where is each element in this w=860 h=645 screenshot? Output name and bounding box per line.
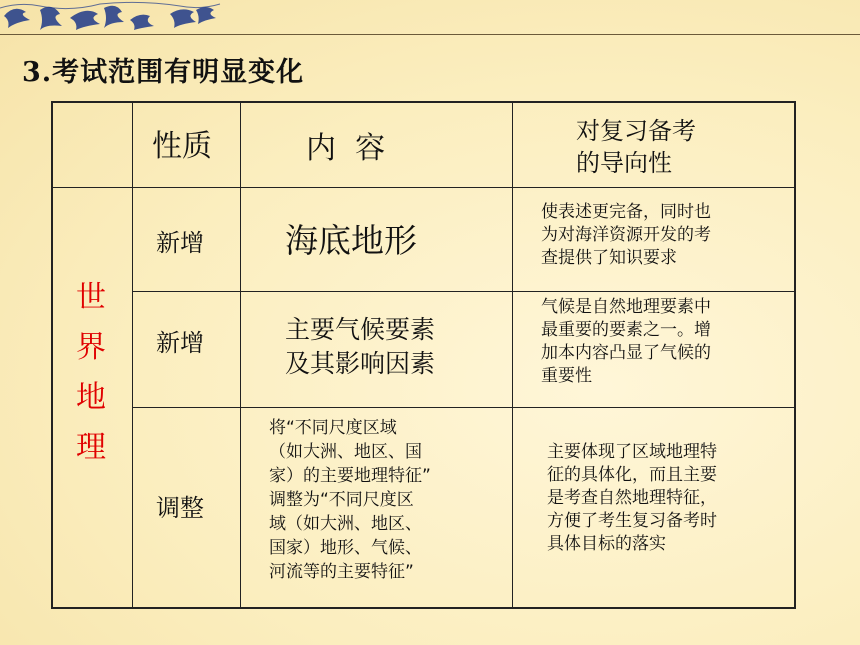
guidance-line: 方便了考生复习备考时	[547, 511, 717, 531]
header-guidance-line1: 对复习备考	[576, 117, 696, 145]
row2-content	[285, 313, 435, 381]
category-char: 世	[76, 280, 106, 315]
guidance-line: 征的具体化，而且主要	[547, 465, 717, 485]
page-title: 3.考试范围有明显变化	[22, 57, 305, 88]
content-line: 调整为“不同尺度区	[269, 490, 414, 510]
guidance-line: 最重要的要素之一。增	[541, 320, 711, 340]
row3-nature: 调整	[156, 494, 204, 522]
content-line: 家）的主要地理特征”	[269, 466, 431, 486]
header-content: 内 容	[306, 131, 386, 166]
guidance-line: 具体目标的落实	[547, 534, 666, 554]
row-divider	[53, 187, 794, 188]
content-line: 主要气候要素	[285, 315, 436, 344]
header-rule	[0, 34, 860, 35]
row3-guidance	[547, 441, 717, 556]
guidance-line: 是考查自然地理特征，	[547, 488, 717, 508]
guidance-line: 气候是自然地理要素中	[541, 297, 711, 317]
row3-content	[269, 416, 431, 584]
content-line: （如大洲、地区、国	[269, 442, 422, 462]
row-divider	[133, 407, 794, 408]
guidance-line: 查提供了知识要求	[541, 248, 677, 268]
category-char: 界	[76, 330, 106, 365]
content-line: 将“不同尺度区域	[269, 418, 397, 438]
header-guidance	[576, 115, 696, 179]
comparison-table	[51, 101, 796, 609]
content-line: 河流等的主要特征”	[269, 562, 414, 582]
guidance-line: 使表述更完备，同时也	[541, 202, 711, 222]
column-divider	[240, 103, 241, 607]
row-divider	[133, 291, 794, 292]
row2-nature: 新增	[156, 329, 204, 357]
row2-guidance	[541, 296, 711, 388]
content-line: 域（如大洲、地区、	[269, 514, 422, 534]
header-guidance-line2: 的导向性	[576, 149, 672, 177]
guidance-line: 加本内容凸显了气候的	[541, 343, 711, 363]
guidance-line: 为对海洋资源开发的考	[541, 225, 711, 245]
row1-guidance	[541, 201, 711, 270]
category-char: 地	[76, 380, 106, 415]
row1-content: 海底地形	[285, 221, 417, 260]
row1-nature: 新增	[156, 229, 204, 257]
header-nature: 性质	[152, 129, 212, 164]
column-divider	[132, 103, 133, 607]
content-line: 及其影响因素	[285, 349, 436, 378]
content-line: 国家）地形、气候、	[269, 538, 422, 558]
category-label	[76, 273, 106, 473]
guidance-line: 重要性	[541, 366, 592, 386]
floral-decoration	[0, 0, 860, 34]
guidance-line: 主要体现了区域地理特	[547, 442, 717, 462]
column-divider	[512, 103, 513, 607]
category-char: 理	[76, 430, 106, 465]
